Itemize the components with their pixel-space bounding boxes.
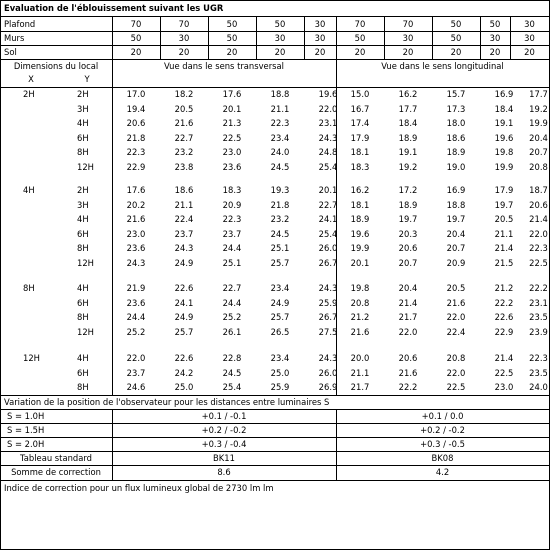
- ugr-value-transversal: 23.1: [318, 118, 338, 128]
- room-dimension-y: 12H: [77, 257, 94, 268]
- room-dimension-y: 12H: [77, 326, 94, 337]
- ugr-value-longitudinal: 18.9: [446, 147, 466, 157]
- ugr-value-transversal: 18.8: [270, 89, 290, 99]
- ugr-value-transversal: 26.1: [222, 326, 242, 337]
- ugr-value-longitudinal: 18.4: [494, 103, 514, 114]
- table-title: Evaluation de l'éblouissement suivant les UGR: [4, 3, 224, 13]
- ugr-value-transversal: 23.4: [270, 353, 290, 363]
- ugr-value-longitudinal: 23.5: [529, 312, 548, 322]
- room-dimension-y: 4H: [77, 118, 89, 128]
- reflectance-value: 20: [274, 47, 286, 57]
- ugr-value-longitudinal: 16.9: [446, 185, 466, 195]
- ugr-value-transversal: 24.9: [174, 257, 194, 268]
- reflectance-value: 20: [450, 47, 462, 57]
- ugr-value-longitudinal: 19.8: [350, 283, 370, 293]
- ugr-value-transversal: 17.0: [126, 89, 146, 99]
- ugr-value-longitudinal: 21.1: [350, 367, 370, 378]
- ugr-value-transversal: 23.0: [222, 147, 242, 157]
- ugr-value-transversal: 21.6: [126, 214, 146, 224]
- variation-value-longitudinal: +0.1 / 0.0: [421, 411, 464, 421]
- ugr-value-transversal: 22.7: [174, 132, 194, 143]
- reflectance-value: 30: [402, 33, 414, 43]
- ugr-value-transversal: 21.8: [126, 132, 146, 143]
- ugr-value-longitudinal: 17.9: [350, 132, 370, 143]
- variation-title: Variation de la position de l'observateur pour les distances entre luminaires S: [4, 397, 330, 407]
- ugr-value-longitudinal: 21.1: [494, 228, 514, 239]
- grid-line-v: [336, 409, 337, 480]
- ugr-value-transversal: 25.4: [318, 161, 338, 172]
- ugr-value-transversal: 24.4: [222, 243, 242, 253]
- ugr-value-transversal: 24.6: [126, 382, 146, 392]
- ugr-value-longitudinal: 22.0: [446, 312, 466, 322]
- ugr-value-transversal: 23.6: [126, 243, 146, 253]
- ugr-value-longitudinal: 19.2: [398, 161, 418, 172]
- ugr-value-transversal: 20.1: [318, 185, 338, 195]
- ugr-value-longitudinal: 19.9: [350, 243, 370, 253]
- ugr-value-transversal: 18.2: [174, 89, 194, 99]
- y-header: Y: [84, 74, 90, 84]
- grid-line-v: [336, 16, 337, 59]
- ugr-value-longitudinal: 23.5: [529, 367, 548, 378]
- ugr-value-longitudinal: 15.0: [350, 89, 370, 99]
- ugr-value-longitudinal: 18.4: [398, 118, 418, 128]
- ugr-value-longitudinal: 21.4: [494, 243, 514, 253]
- variation-value-longitudinal: +0.2 / -0.2: [420, 425, 465, 435]
- ugr-value-transversal: 24.5: [270, 228, 290, 239]
- ugr-value-longitudinal: 23.1: [529, 297, 548, 308]
- ugr-value-longitudinal: 22.2: [529, 283, 548, 293]
- reflectance-value: 20: [130, 47, 142, 57]
- correction-sum-longitudinal: 4.2: [435, 467, 450, 477]
- reflectance-value: 70: [354, 19, 366, 29]
- room-dimension-x: 8H: [23, 283, 35, 293]
- ugr-value-transversal: 21.8: [270, 199, 290, 210]
- ugr-value-transversal: 22.7: [318, 199, 338, 210]
- dimensions-header: Dimensions du local: [13, 61, 99, 71]
- reflectance-value: 30: [524, 19, 535, 29]
- ugr-value-transversal: 25.9: [318, 297, 338, 308]
- reflectance-value: 70: [402, 19, 414, 29]
- ugr-value-transversal: 25.4: [222, 382, 242, 392]
- ugr-value-longitudinal: 19.1: [494, 118, 514, 128]
- ugr-value-transversal: 18.6: [174, 185, 194, 195]
- ugr-value-longitudinal: 20.6: [398, 243, 418, 253]
- grid-line-v: [112, 59, 113, 395]
- ugr-value-longitudinal: 19.0: [446, 161, 466, 172]
- ugr-value-longitudinal: 21.7: [398, 312, 418, 322]
- grid-line-v: [384, 16, 385, 59]
- ugr-value-longitudinal: 22.9: [494, 326, 514, 337]
- ugr-value-transversal: 26.9: [318, 382, 338, 392]
- ugr-value-transversal: 24.8: [318, 147, 338, 157]
- ugr-value-longitudinal: 16.7: [350, 103, 370, 114]
- ugr-value-transversal: 25.4: [318, 228, 338, 239]
- ugr-value-transversal: 25.1: [270, 243, 290, 253]
- ugr-value-transversal: 23.6: [126, 297, 146, 308]
- ugr-value-longitudinal: 22.0: [529, 228, 548, 239]
- ugr-value-longitudinal: 22.2: [494, 297, 514, 308]
- ugr-value-transversal: 24.9: [174, 312, 194, 322]
- grid-line-v: [256, 16, 257, 59]
- ugr-value-transversal: 23.2: [270, 214, 290, 224]
- ugr-value-transversal: 23.4: [270, 283, 290, 293]
- ugr-value-longitudinal: 21.2: [350, 312, 370, 322]
- room-dimension-y: 8H: [77, 312, 89, 322]
- room-dimension-y: 12H: [77, 161, 94, 172]
- ugr-value-longitudinal: 19.2: [529, 103, 548, 114]
- room-dimension-y: 4H: [77, 283, 89, 293]
- ugr-value-transversal: 17.6: [126, 185, 146, 195]
- ugr-value-transversal: 25.2: [126, 326, 146, 337]
- grid-line-v: [432, 16, 433, 59]
- ugr-value-transversal: 25.2: [222, 312, 242, 322]
- reflectance-value: 30: [489, 33, 501, 43]
- room-dimension-y: 6H: [77, 228, 89, 239]
- ugr-value-longitudinal: 16.2: [350, 185, 370, 195]
- ugr-value-longitudinal: 16.9: [494, 89, 514, 99]
- ugr-value-longitudinal: 17.7: [398, 103, 418, 114]
- ugr-value-transversal: 20.2: [126, 199, 146, 210]
- ugr-value-longitudinal: 18.6: [446, 132, 466, 143]
- ugr-value-transversal: 22.6: [174, 353, 194, 363]
- ugr-value-transversal: 21.1: [174, 199, 194, 210]
- reflectance-value: 50: [450, 19, 462, 29]
- longitudinal-header: Vue dans le sens longitudinal: [381, 61, 504, 71]
- reflectance-value: 20: [402, 47, 414, 57]
- ugr-value-longitudinal: 18.1: [350, 147, 370, 157]
- ugr-value-transversal: 24.3: [126, 257, 146, 268]
- ugr-value-longitudinal: 20.7: [398, 257, 418, 268]
- variation-label: S = 1.5H: [7, 425, 45, 435]
- ugr-value-transversal: 25.7: [270, 257, 290, 268]
- reflectance-value: 50: [226, 19, 238, 29]
- ugr-value-longitudinal: 17.7: [529, 89, 548, 99]
- ugr-value-transversal: 23.7: [174, 228, 194, 239]
- grid-line-v: [336, 59, 337, 395]
- reflectance-value: 20: [524, 47, 535, 57]
- ugr-value-transversal: 25.9: [270, 382, 290, 392]
- ugr-value-transversal: 22.0: [318, 103, 338, 114]
- reflectance-label: Plafond: [4, 19, 36, 29]
- ugr-value-longitudinal: 20.7: [446, 243, 466, 253]
- reflectance-value: 20: [178, 47, 190, 57]
- ugr-value-longitudinal: 18.8: [446, 199, 466, 210]
- ugr-value-longitudinal: 17.4: [350, 118, 370, 128]
- standard-table-label: Tableau standard: [20, 453, 92, 463]
- ugr-value-longitudinal: 19.9: [494, 161, 514, 172]
- reflectance-value: 20: [226, 47, 238, 57]
- ugr-value-longitudinal: 19.1: [398, 147, 418, 157]
- ugr-value-longitudinal: 19.6: [494, 132, 514, 143]
- ugr-value-longitudinal: 20.6: [529, 199, 548, 210]
- ugr-value-transversal: 21.3: [222, 118, 242, 128]
- ugr-value-longitudinal: 20.4: [398, 283, 418, 293]
- grid-line-v: [480, 16, 481, 59]
- ugr-value-transversal: 24.1: [318, 214, 338, 224]
- ugr-value-transversal: 24.3: [318, 353, 338, 363]
- ugr-value-transversal: 23.0: [126, 228, 146, 239]
- ugr-value-longitudinal: 20.8: [529, 161, 548, 172]
- ugr-value-longitudinal: 22.5: [446, 382, 466, 392]
- ugr-value-transversal: 26.0: [318, 367, 338, 378]
- ugr-value-transversal: 25.1: [222, 257, 242, 268]
- ugr-value-transversal: 27.5: [318, 326, 338, 337]
- ugr-value-transversal: 24.9: [270, 297, 290, 308]
- room-dimension-y: 6H: [77, 132, 89, 143]
- ugr-value-longitudinal: 23.9: [529, 326, 548, 337]
- ugr-value-transversal: 24.5: [270, 161, 290, 172]
- grid-line-v: [112, 16, 113, 59]
- ugr-value-longitudinal: 18.1: [350, 199, 370, 210]
- grid-line-v: [112, 409, 113, 480]
- room-dimension-y: 8H: [77, 382, 89, 392]
- ugr-value-longitudinal: 19.8: [494, 147, 514, 157]
- reflectance-value: 20: [314, 47, 326, 57]
- ugr-value-transversal: 22.0: [126, 353, 146, 363]
- ugr-value-longitudinal: 17.2: [398, 185, 418, 195]
- ugr-value-transversal: 21.1: [270, 103, 290, 114]
- ugr-value-longitudinal: 20.5: [446, 283, 466, 293]
- reflectance-value: 30: [314, 33, 326, 43]
- ugr-value-transversal: 17.6: [222, 89, 242, 99]
- ugr-value-longitudinal: 18.3: [350, 161, 370, 172]
- room-dimension-x: 2H: [23, 89, 35, 99]
- ugr-value-longitudinal: 16.2: [398, 89, 418, 99]
- correction-sum-label: Somme de correction: [11, 467, 101, 477]
- reflectance-value: 50: [226, 33, 238, 43]
- ugr-value-longitudinal: 15.7: [446, 89, 466, 99]
- reflectance-value: 70: [178, 19, 190, 29]
- ugr-value-longitudinal: 21.2: [494, 283, 514, 293]
- ugr-value-transversal: 19.6: [318, 89, 338, 99]
- variation-label: S = 1.0H: [7, 411, 45, 421]
- ugr-value-longitudinal: 17.3: [446, 103, 466, 114]
- reflectance-value: 50: [130, 33, 142, 43]
- ugr-value-longitudinal: 22.2: [398, 382, 418, 392]
- correction-sum-transversal: 8.6: [217, 467, 231, 477]
- ugr-value-longitudinal: 20.7: [529, 147, 548, 157]
- ugr-value-longitudinal: 22.0: [398, 326, 418, 337]
- ugr-value-transversal: 22.4: [174, 214, 194, 224]
- ugr-value-longitudinal: 22.5: [529, 257, 548, 268]
- ugr-value-longitudinal: 22.3: [529, 243, 548, 253]
- ugr-value-transversal: 25.0: [270, 367, 290, 378]
- ugr-value-transversal: 20.9: [222, 199, 242, 210]
- ugr-value-longitudinal: 21.4: [398, 297, 418, 308]
- ugr-value-transversal: 22.5: [222, 132, 242, 143]
- ugr-value-longitudinal: 19.9: [529, 118, 548, 128]
- ugr-value-transversal: 22.7: [222, 283, 242, 293]
- ugr-value-longitudinal: 18.9: [398, 132, 418, 143]
- ugr-value-transversal: 26.5: [270, 326, 290, 337]
- ugr-value-longitudinal: 20.6: [398, 353, 418, 363]
- ugr-value-longitudinal: 20.4: [446, 228, 466, 239]
- reflectance-label: Murs: [4, 33, 25, 43]
- ugr-value-transversal: 23.8: [174, 161, 194, 172]
- ugr-value-longitudinal: 21.6: [446, 297, 466, 308]
- room-dimension-y: 3H: [77, 103, 89, 114]
- ugr-value-longitudinal: 22.3: [529, 353, 548, 363]
- ugr-value-transversal: 24.5: [222, 367, 242, 378]
- variation-value-transversal: +0.3 / -0.4: [201, 439, 247, 449]
- ugr-value-transversal: 25.7: [174, 326, 194, 337]
- room-dimension-y: 6H: [77, 297, 89, 308]
- ugr-value-longitudinal: 21.4: [494, 353, 514, 363]
- ugr-value-transversal: 20.5: [174, 103, 194, 114]
- ugr-value-transversal: 19.4: [126, 103, 146, 114]
- ugr-value-transversal: 26.0: [318, 243, 338, 253]
- reflectance-value: 30: [274, 33, 286, 43]
- ugr-value-longitudinal: 20.5: [494, 214, 514, 224]
- ugr-value-longitudinal: 21.6: [398, 367, 418, 378]
- reflectance-value: 50: [274, 19, 286, 29]
- ugr-value-transversal: 22.9: [126, 161, 146, 172]
- ugr-value-transversal: 26.7: [318, 312, 338, 322]
- ugr-value-transversal: 26.7: [318, 257, 338, 268]
- ugr-value-longitudinal: 20.0: [350, 353, 370, 363]
- ugr-value-longitudinal: 18.7: [529, 185, 548, 195]
- ugr-value-transversal: 24.3: [318, 283, 338, 293]
- ugr-value-longitudinal: 21.6: [350, 326, 370, 337]
- ugr-value-longitudinal: 20.8: [446, 353, 466, 363]
- reflectance-value: 50: [489, 19, 501, 29]
- ugr-value-longitudinal: 21.4: [529, 214, 548, 224]
- grid-line-v: [304, 16, 305, 59]
- ugr-value-transversal: 22.3: [270, 118, 290, 128]
- ugr-value-longitudinal: 20.1: [350, 257, 370, 268]
- standard-table-longitudinal: BK08: [431, 453, 454, 463]
- ugr-value-longitudinal: 23.0: [494, 382, 514, 392]
- ugr-value-transversal: 22.6: [174, 283, 194, 293]
- reflectance-value: 30: [178, 33, 190, 43]
- standard-table-transversal: BK11: [213, 453, 235, 463]
- ugr-value-transversal: 24.3: [174, 243, 194, 253]
- ugr-value-transversal: 22.8: [222, 353, 242, 363]
- ugr-value-longitudinal: 18.9: [398, 199, 418, 210]
- ugr-value-transversal: 23.7: [126, 367, 146, 378]
- ugr-value-longitudinal: 22.0: [446, 367, 466, 378]
- room-dimension-y: 6H: [77, 367, 89, 378]
- ugr-value-transversal: 23.2: [174, 147, 194, 157]
- variation-value-longitudinal: +0.3 / -0.5: [420, 439, 465, 449]
- ugr-value-transversal: 22.3: [126, 147, 146, 157]
- ugr-value-longitudinal: 18.9: [350, 214, 370, 224]
- room-dimension-x: 4H: [23, 185, 35, 195]
- room-dimension-y: 3H: [77, 199, 89, 210]
- ugr-value-transversal: 19.3: [270, 185, 290, 195]
- reflectance-value: 30: [314, 19, 326, 29]
- ugr-value-longitudinal: 19.6: [350, 228, 370, 239]
- ugr-value-longitudinal: 21.5: [494, 257, 514, 268]
- room-dimension-y: 4H: [77, 353, 89, 363]
- ugr-value-transversal: 24.3: [318, 132, 338, 143]
- ugr-value-transversal: 20.6: [126, 118, 146, 128]
- ugr-value-longitudinal: 20.4: [529, 132, 548, 143]
- ugr-value-transversal: 24.0: [270, 147, 290, 157]
- ugr-value-longitudinal: 22.4: [446, 326, 466, 337]
- ugr-value-longitudinal: 20.3: [398, 228, 418, 239]
- ugr-value-transversal: 23.7: [222, 228, 242, 239]
- ugr-value-longitudinal: 21.7: [350, 382, 370, 392]
- ugr-value-transversal: 23.6: [222, 161, 242, 172]
- room-dimension-x: 12H: [23, 353, 40, 363]
- ugr-value-longitudinal: 19.7: [398, 214, 418, 224]
- room-dimension-y: 8H: [77, 147, 89, 157]
- x-header: X: [28, 74, 34, 84]
- ugr-value-transversal: 24.1: [174, 297, 194, 308]
- ugr-value-transversal: 24.4: [222, 297, 242, 308]
- grid-line-v: [208, 16, 209, 59]
- ugr-value-longitudinal: 20.9: [446, 257, 466, 268]
- room-dimension-y: 2H: [77, 185, 89, 195]
- ugr-value-transversal: 18.3: [222, 185, 242, 195]
- reflectance-value: 20: [354, 47, 366, 57]
- room-dimension-y: 4H: [77, 214, 89, 224]
- transversal-header: Vue dans le sens transversal: [164, 61, 284, 71]
- footnote: Indice de correction pour un flux lumineux global de 2730 lm lm: [4, 483, 274, 493]
- ugr-value-transversal: 21.9: [126, 283, 146, 293]
- grid-line-v: [160, 16, 161, 59]
- ugr-value-longitudinal: 24.0: [529, 382, 548, 392]
- variation-value-transversal: +0.2 / -0.2: [201, 425, 247, 435]
- reflectance-value: 70: [130, 19, 142, 29]
- ugr-value-longitudinal: 20.8: [350, 297, 370, 308]
- ugr-value-longitudinal: 22.6: [494, 312, 514, 322]
- ugr-value-longitudinal: 19.7: [494, 199, 514, 210]
- ugr-value-transversal: 25.7: [270, 312, 290, 322]
- ugr-value-longitudinal: 17.9: [494, 185, 514, 195]
- reflectance-label: Sol: [4, 47, 17, 57]
- ugr-value-transversal: 24.4: [126, 312, 146, 322]
- ugr-value-longitudinal: 18.0: [446, 118, 466, 128]
- variation-value-transversal: +0.1 / -0.1: [201, 411, 247, 421]
- ugr-value-transversal: 22.3: [222, 214, 242, 224]
- ugr-value-transversal: 25.0: [174, 382, 194, 392]
- ugr-value-longitudinal: 19.7: [446, 214, 466, 224]
- room-dimension-y: 2H: [77, 89, 89, 99]
- ugr-value-transversal: 24.2: [174, 367, 194, 378]
- reflectance-value: 20: [489, 47, 501, 57]
- reflectance-value: 50: [450, 33, 462, 43]
- ugr-value-transversal: 20.1: [222, 103, 242, 114]
- variation-label: S = 2.0H: [7, 439, 45, 449]
- reflectance-value: 50: [354, 33, 366, 43]
- reflectance-value: 30: [524, 33, 535, 43]
- room-dimension-y: 8H: [77, 243, 89, 253]
- ugr-value-transversal: 23.4: [270, 132, 290, 143]
- ugr-value-transversal: 21.6: [174, 118, 194, 128]
- grid-line-v: [510, 16, 511, 59]
- ugr-value-longitudinal: 22.5: [494, 367, 514, 378]
